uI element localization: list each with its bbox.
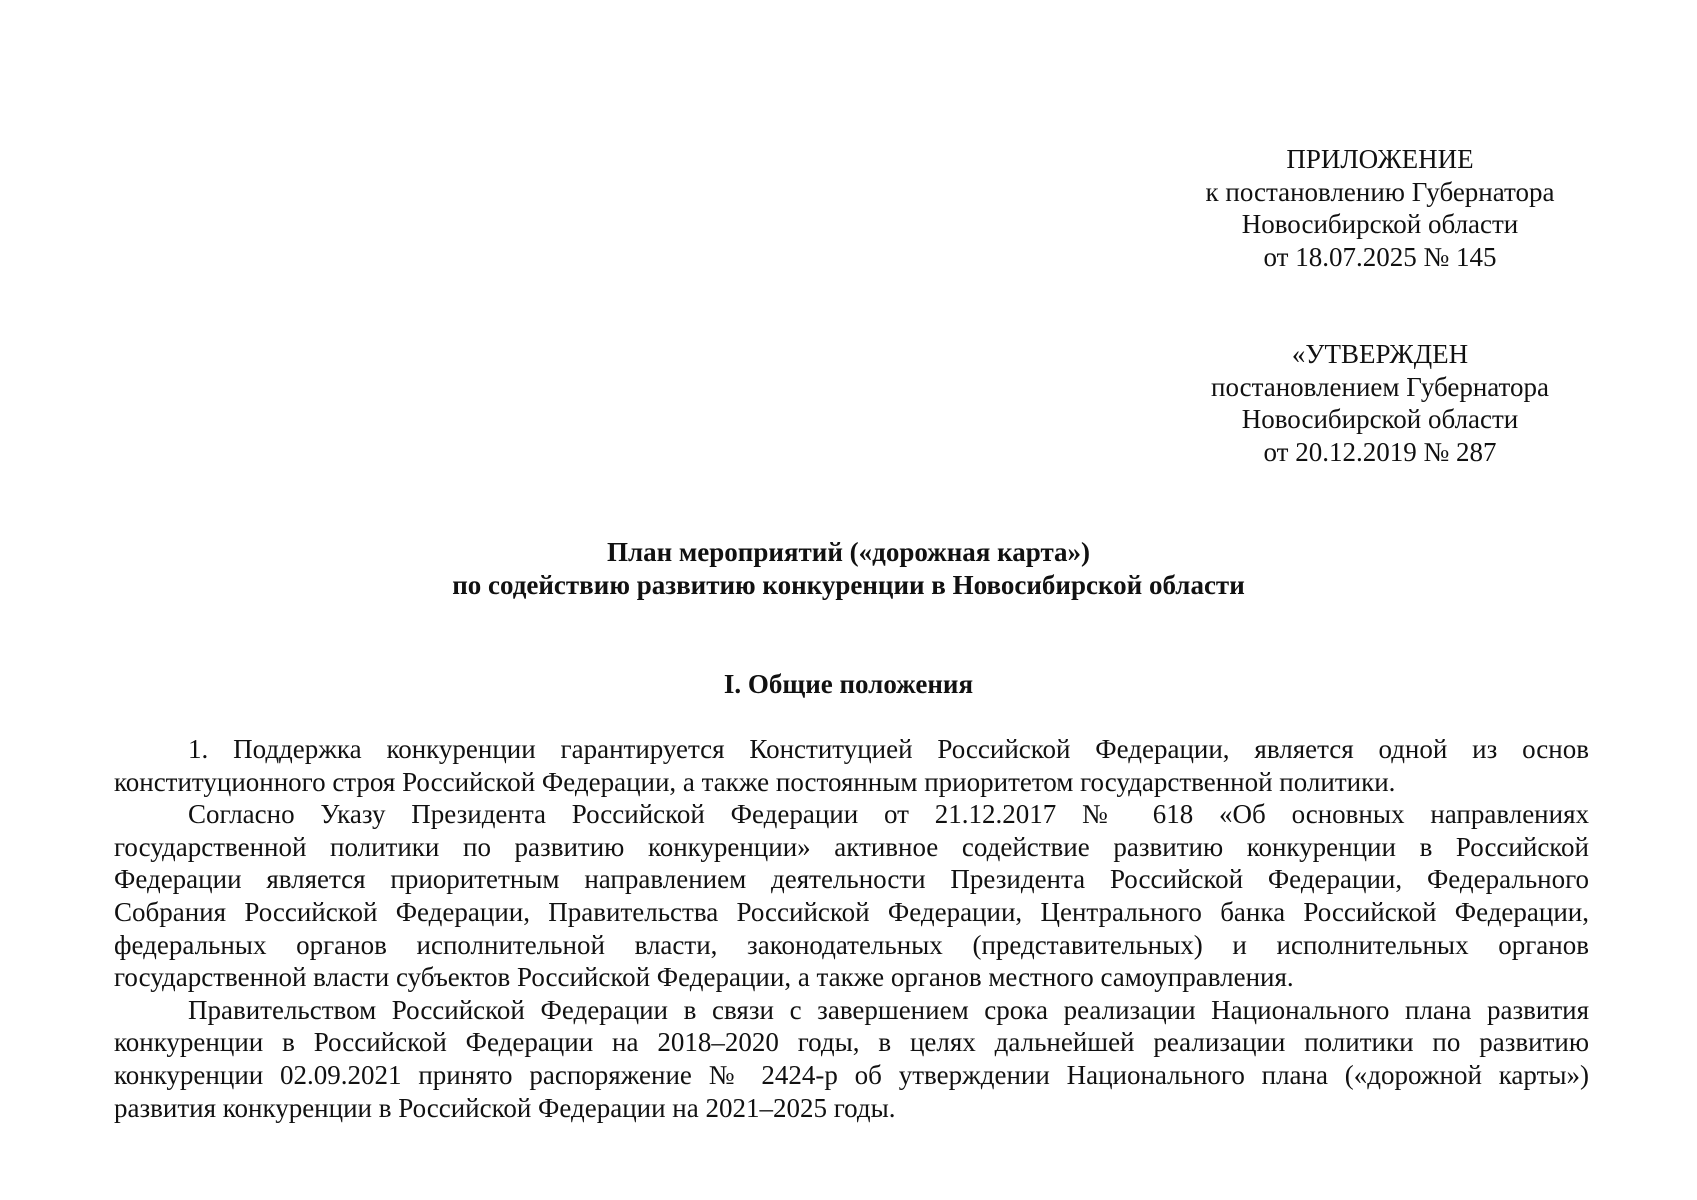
appendix-reference: к постановлению Губернатора xyxy=(1205,176,1555,207)
paragraph-3-line-1: Правительством Российской Федерации в связи с завершением срока реализации Национального плана развития xyxy=(188,994,1589,1025)
paragraph-3-line-4: развития конкуренции в Российской Федерации на 2021–2025 годы. xyxy=(114,1092,896,1123)
paragraph-3-line-2: конкуренции в Российской Федерации на 2018–2020 годы, в целях дальнейшей реализации политики по развитию xyxy=(114,1027,1589,1058)
approval-label: «УТВЕРЖДЕН xyxy=(1291,339,1469,369)
document-title xyxy=(0,536,1697,602)
paragraph-3-line-3: конкуренции 02.09.2021 принято распоряжение № 2424-р об утверждении Национального плана («дорожной карты») xyxy=(114,1059,1589,1090)
appendix-stamp xyxy=(1180,143,1580,273)
document-title-line-2: по содействию развитию конкуренции в Новосибирской области xyxy=(452,570,1245,600)
paragraph-2-line-1: Согласно Указу Президента Российской Федерации от 21.12.2017 № 618 «Об основных направлениях xyxy=(188,799,1589,830)
paragraph-2-line-2: государственной политики по развитию конкуренции» активное содействие развитию конкуренции в Российской xyxy=(114,831,1589,862)
document-title-line-1: План мероприятий («дорожная карта») xyxy=(606,537,1091,567)
paragraph-2-line-5: федеральных органов исполнительной власти, законодательных (представительных) и исполнительных органов xyxy=(114,929,1589,960)
appendix-region: Новосибирской области xyxy=(1241,209,1519,239)
document-body xyxy=(114,733,1589,1124)
section-heading: I. Общие положения xyxy=(723,669,974,699)
approval-stamp xyxy=(1180,338,1580,468)
paragraph-2-line-6: государственной власти субъектов Российской Федерации, а также органов местного самоуправления. xyxy=(114,962,1294,993)
paragraph-2-line-4: Собрания Российской Федерации, Правительства Российской Федерации, Центрального банка Российской Федерации, xyxy=(114,896,1589,927)
paragraph-2-line-3: Федерации является приоритетным направлением деятельности Президента Российской Федерации, Федерального xyxy=(114,864,1589,895)
approval-date-number: от 20.12.2019 № 287 xyxy=(1263,436,1497,467)
appendix-date-number: от 18.07.2025 № 145 xyxy=(1263,241,1497,272)
paragraph-1-line-1: 1. Поддержка конкуренции гарантируется Конституцией Российской Федерации, является одной из основ xyxy=(188,734,1589,764)
approval-region: Новосибирской области xyxy=(1241,404,1519,434)
appendix-label: ПРИЛОЖЕНИЕ xyxy=(1286,144,1474,174)
approval-reference: постановлением Губернатора xyxy=(1211,371,1549,402)
paragraph-1-line-2: конституционного строя Российской Федерации, а также постоянным приоритетом государственной политики. xyxy=(114,766,1396,797)
